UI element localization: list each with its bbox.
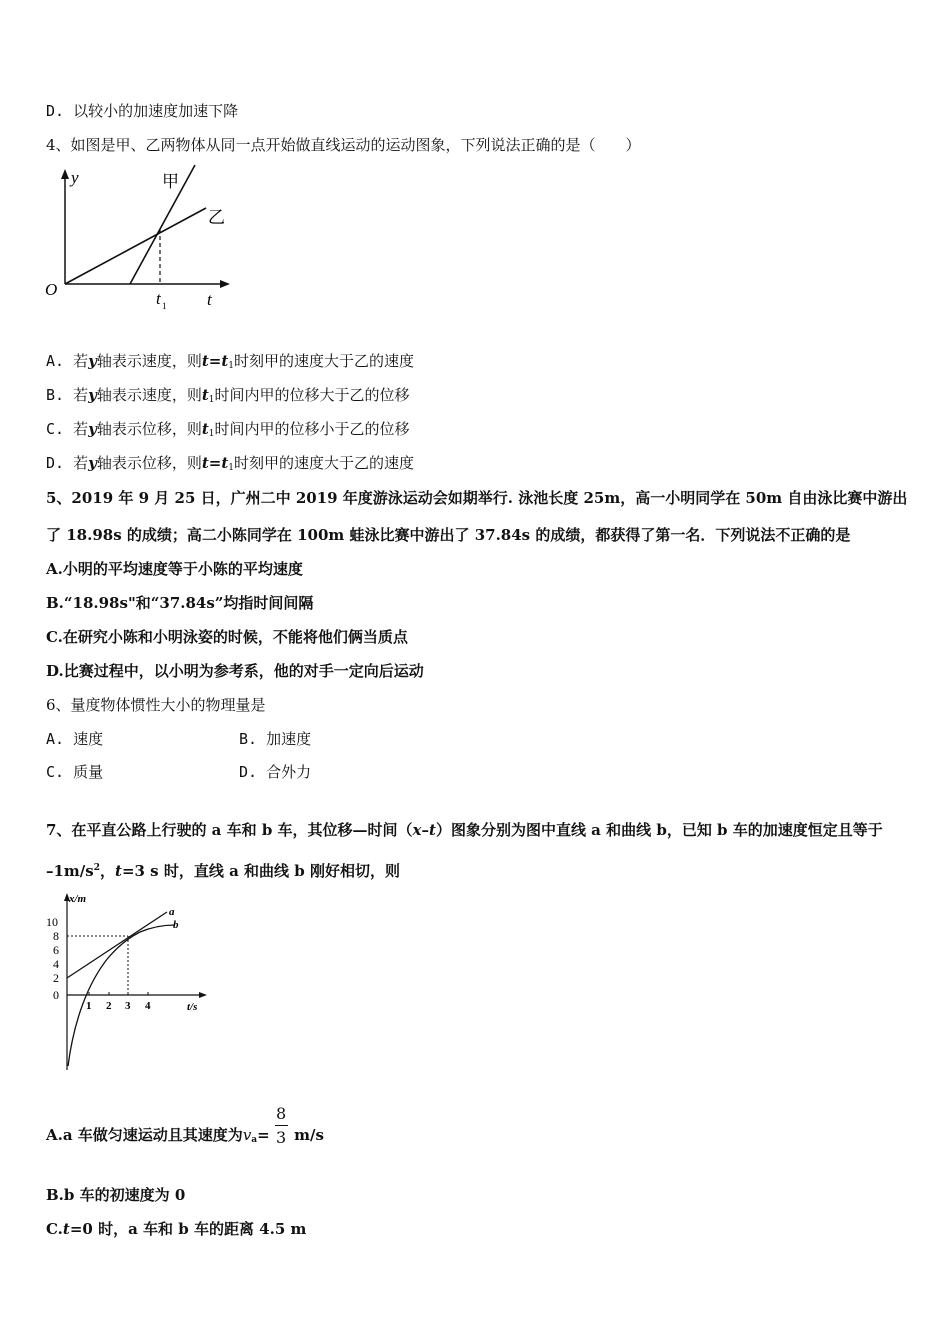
q7-y-ticks (46, 915, 59, 1002)
q6-option-a: A. 速度 (46, 730, 104, 748)
q5-option-b: B.“18.98s"和“37.84s”均指时间间隔 (46, 594, 314, 612)
q7-option-c: C.t=0 时，a 车和 b 车的距离 4.5 m (46, 1220, 307, 1238)
q7-x-arrow (199, 992, 207, 998)
q4-x-arrow (220, 280, 230, 288)
q7-y-tick: 0 (53, 988, 59, 1002)
q4-option-a: A. 若y轴表示速度，则$t=t_1$时刻甲的速度大于乙的速度 (46, 352, 415, 371)
q6-option-d: D. 合外力 (239, 763, 312, 781)
q4-origin-label: O (45, 280, 58, 299)
q7-label-b: b (173, 919, 179, 931)
q6-option-c: C. 质量 (46, 763, 104, 781)
q4-option-b: B. 若y轴表示速度，则$t_1$时间内甲的位移大于乙的位移 (46, 386, 410, 405)
q7-y-tick: 6 (53, 943, 59, 957)
q5-option-c: C.在研究小陈和小明泳姿的时候，不能将他们俩当质点 (46, 628, 408, 646)
q5-option-d: D.比赛过程中，以小明为参考系，他的对手一定向后运动 (46, 662, 424, 680)
q4-y-arrow (61, 169, 69, 179)
q7-stem-line1: 7、在平直公路上行驶的 a 车和 b 车，其位移—时间（x–t）图象分别为图中直线 a 和曲线 b，已知 b 车的加速度恒定且等于 (46, 821, 883, 839)
q7-x-tick: 1 (86, 1000, 92, 1012)
q7-option-b: B.b 车的初速度为 0 (46, 1186, 186, 1204)
q4-stem: 4、如图是甲、乙两物体从同一点开始做直线运动的运动图象，下列说法正确的是（ ） (46, 136, 641, 154)
q4-graph (40, 163, 240, 313)
q4-y-label: y (71, 168, 79, 187)
q7-fraction-denominator: 3 (275, 1128, 287, 1147)
q7-y-tick: 10 (46, 915, 58, 929)
q7-line-a (67, 912, 167, 978)
q4-t1-sub: 1 (162, 301, 167, 311)
q7-x-tick: 3 (125, 1000, 131, 1012)
q5-stem-line1: 5、2019 年 9 月 25 日，广州二中 2019 年度游泳运动会如期举行. 泳池长度 25m，高一小明同学在 50m 自由泳比赛中游出 (46, 489, 908, 507)
q4-label-jia: 甲 (162, 172, 179, 191)
q7-stem-line2: $-1m/s^2$，t=3 s 时，直线 a 和曲线 b 刚好相切，则 (46, 862, 400, 880)
q3-option-d: D. 以较小的加速度加速下降 (46, 102, 239, 120)
q7-option-a: A.a 车做匀速运动且其速度为$v_a=$ $\frac{8}{3}$ m/s (46, 1104, 324, 1147)
q7-y-tick: 4 (53, 957, 59, 971)
q4-option-d: D. 若y轴表示位移，则$t=t_1$时刻甲的速度大于乙的速度 (46, 454, 415, 473)
q4-x-label: t (207, 290, 212, 309)
q7-x-tick: 4 (145, 1000, 151, 1012)
q7-y-axis-label: x/m (69, 893, 87, 905)
q7-x-ticks (86, 1000, 151, 1012)
q6-stem: 6、量度物体惯性大小的物理量是 (46, 696, 266, 714)
q7-x-axis-label: t/s (187, 1001, 198, 1013)
q6-option-b: B. 加速度 (239, 730, 312, 748)
q7-graph (40, 888, 215, 1073)
q5-stem-line2: 了 18.98s 的成绩；高二小陈同学在 100m 蛙泳比赛中游出了 37.84s 的成绩，都获得了第一名．下列说法不正确的是 (46, 526, 851, 544)
q7-x-tick: 2 (106, 1000, 112, 1012)
q7-y-tick: 2 (53, 971, 59, 985)
q4-label-yi: 乙 (208, 208, 225, 227)
q7-option-a-fraction (275, 1104, 289, 1147)
q7-fraction-numerator: 8 (275, 1104, 287, 1123)
q4-t1-label: t (156, 289, 161, 308)
q5-option-a: A.小明的平均速度等于小陈的平均速度 (46, 560, 303, 578)
q7-fraction-bar (275, 1125, 288, 1126)
q4-option-c: C. 若y轴表示位移，则$t_1$时间内甲的位移小于乙的位移 (46, 420, 410, 439)
q7-y-tick: 8 (53, 929, 59, 943)
q7-label-a: a (169, 906, 175, 918)
